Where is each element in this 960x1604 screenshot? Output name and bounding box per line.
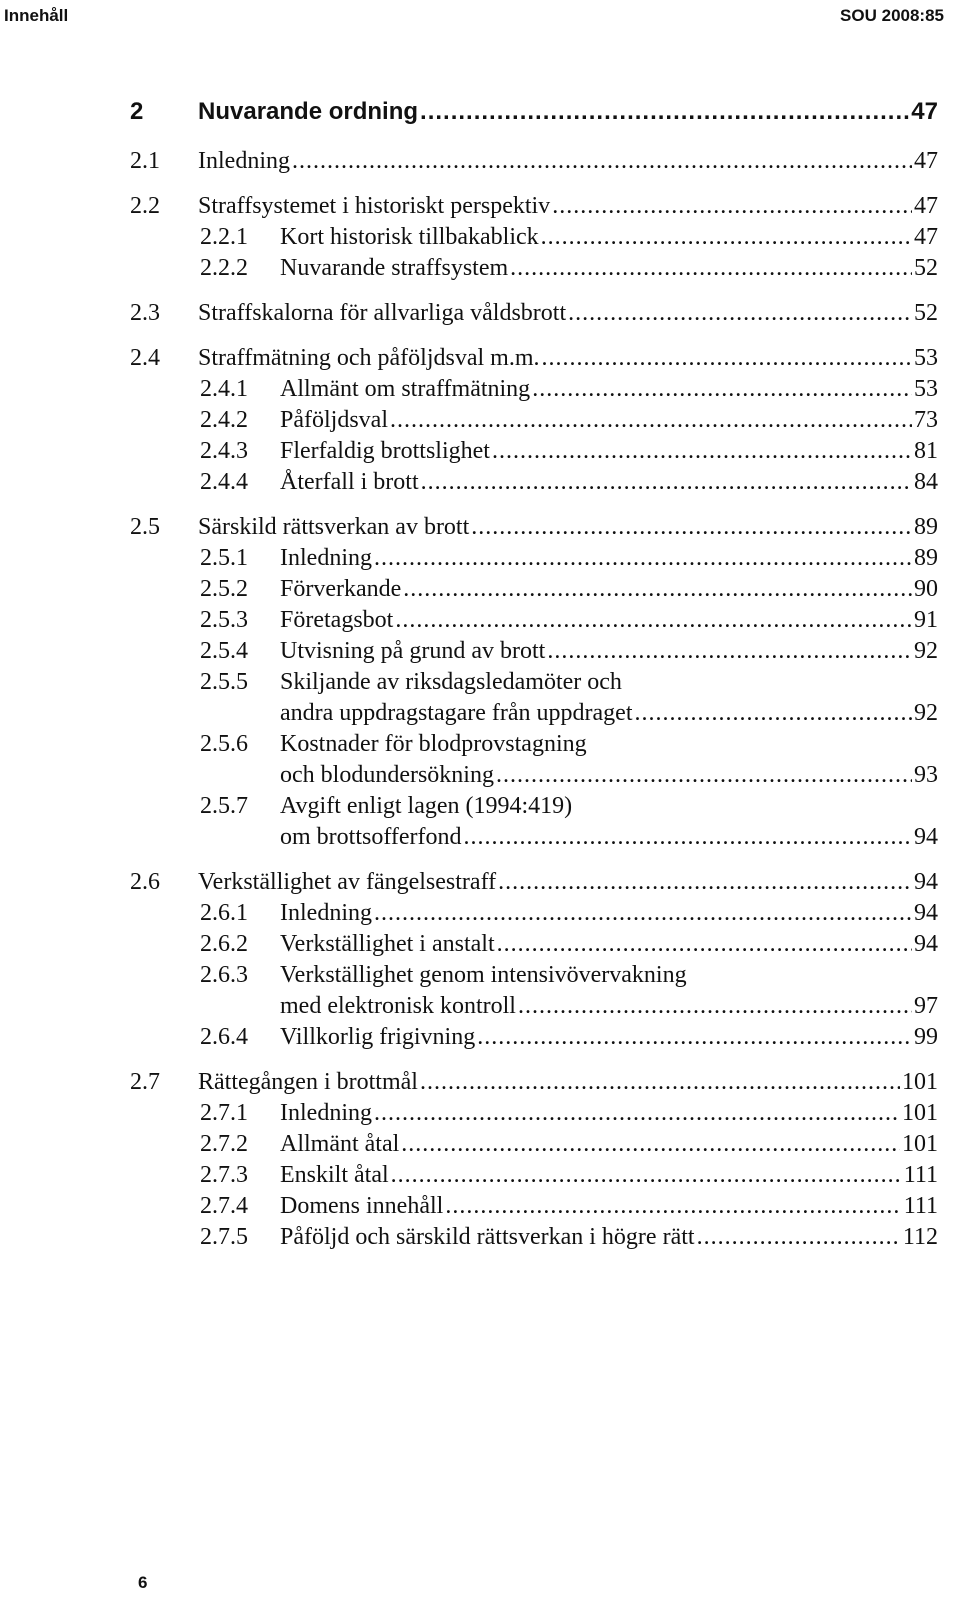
entry-title-line2-row <box>280 991 938 1022</box>
entry-title-row <box>280 1222 938 1253</box>
entry-text <box>280 605 938 636</box>
toc-subsection-entry[interactable] <box>130 929 938 960</box>
toc-subsection-entry[interactable] <box>130 1098 938 1129</box>
toc-subsection-entry[interactable] <box>130 253 938 284</box>
entry-title-row <box>280 374 938 405</box>
entry-title-row <box>198 1067 938 1098</box>
entry-title: Kort historisk tillbakablick <box>280 224 539 250</box>
toc-subsection-entry[interactable] <box>130 636 938 667</box>
entry-title-row <box>198 867 938 898</box>
entry-title-line1: Avgift enligt lagen (1994:419) <box>280 793 573 819</box>
leader-dots <box>374 1098 900 1129</box>
entry-title-row <box>280 1160 938 1191</box>
entry-page-number: 73 <box>914 407 938 433</box>
entry-page-number: 101 <box>902 1069 938 1095</box>
entry-number: 2.7 <box>130 1069 160 1095</box>
entry-title: Straffmätning och påföljdsval m.m. <box>198 345 540 371</box>
entry-title: Inledning <box>280 1100 372 1126</box>
entry-page-number: 111 <box>903 1162 938 1188</box>
entry-page-number: 94 <box>914 869 938 895</box>
entry-number: 2.2.2 <box>200 255 248 281</box>
toc-subsection-entry[interactable] <box>130 1129 938 1160</box>
toc-subsection-entry[interactable] <box>130 1160 938 1191</box>
entry-title: Inledning <box>280 545 372 571</box>
leader-dots <box>390 405 912 436</box>
leader-dots <box>471 512 912 543</box>
entry-text <box>280 543 938 574</box>
toc-subsection-entry[interactable] <box>130 543 938 574</box>
entry-number: 2.5.3 <box>200 607 248 633</box>
entry-number: 2.5.6 <box>200 731 248 757</box>
entry-title-row <box>280 222 938 253</box>
leader-dots <box>391 1160 902 1191</box>
entry-text <box>280 1022 938 1053</box>
chapter-page-number: 47 <box>911 98 938 125</box>
toc-section-entry[interactable] <box>130 512 938 543</box>
entry-text <box>280 636 938 667</box>
entry-title: Företagsbot <box>280 607 394 633</box>
entry-page-number: 53 <box>914 345 938 371</box>
entry-title: Straffsystemet i historiskt perspektiv <box>198 193 551 219</box>
entry-title-row <box>280 636 938 667</box>
toc-subsection-entry[interactable] <box>130 667 938 729</box>
entry-number: 2.5.1 <box>200 545 248 571</box>
entry-text <box>280 253 938 284</box>
entry-page-number: 94 <box>914 900 938 926</box>
entry-title-line2: andra uppdragstagare från uppdraget <box>280 700 633 726</box>
entry-number: 2.4.4 <box>200 469 248 495</box>
toc-subsection-entry[interactable] <box>130 467 938 498</box>
entry-title: Verkställighet i anstalt <box>280 931 495 957</box>
entry-title: Allmänt om straffmätning <box>280 376 531 402</box>
entry-text <box>280 1129 938 1160</box>
entry-number: 2.4.2 <box>200 407 248 433</box>
entry-title-row <box>280 1022 938 1053</box>
leader-dots <box>420 1067 900 1098</box>
leader-dots <box>568 298 912 329</box>
entry-title-line1: Skiljande av riksdagsledamöter och <box>280 669 622 695</box>
entry-text <box>198 512 938 543</box>
toc-subsection-entry[interactable] <box>130 222 938 253</box>
entry-number: 2.6 <box>130 869 160 895</box>
entry-title-line1: Kostnader för blodprovstagning <box>280 731 587 757</box>
leader-dots <box>635 698 913 729</box>
entry-number: 2.7.2 <box>200 1131 248 1157</box>
entry-page-number: 89 <box>914 514 938 540</box>
entry-page-number: 93 <box>914 762 938 788</box>
entry-number: 2.6.2 <box>200 931 248 957</box>
entry-page-number: 53 <box>914 376 938 402</box>
toc-section-entry[interactable] <box>130 191 938 222</box>
entry-title-row <box>280 1191 938 1222</box>
entry-title: Enskilt åtal <box>280 1162 389 1188</box>
entry-text <box>280 222 938 253</box>
toc-section-entry[interactable] <box>130 343 938 374</box>
chapter-title: Nuvarande ordning <box>198 98 419 125</box>
entry-page-number: 94 <box>914 824 938 850</box>
entry-title-line2: om brottsofferfond <box>280 824 462 850</box>
leader-dots <box>518 991 912 1022</box>
entry-title: Verkställighet av fängelsestraff <box>198 869 497 895</box>
entry-title-row <box>280 253 938 284</box>
entry-title: Påföljd och särskild rättsverkan i högre rätt <box>280 1224 695 1250</box>
entry-text <box>280 791 938 853</box>
entry-page-number: 101 <box>902 1100 938 1126</box>
entry-title-row <box>198 298 938 329</box>
entry-title: Förverkande <box>280 576 402 602</box>
leader-dots <box>532 374 912 405</box>
entry-title-row <box>198 191 938 222</box>
entry-title: Särskild rättsverkan av brott <box>198 514 470 540</box>
leader-dots <box>496 760 912 791</box>
toc-section-entry[interactable] <box>130 146 938 177</box>
entry-text <box>280 929 938 960</box>
entry-number: 2.7.1 <box>200 1100 248 1126</box>
entry-number: 2.2 <box>130 193 160 219</box>
entry-number: 2.3 <box>130 300 160 326</box>
entry-title-row <box>198 512 938 543</box>
entry-title: Rättegången i brottmål <box>198 1069 418 1095</box>
entry-page-number: 101 <box>902 1131 938 1157</box>
entry-number: 2.7.5 <box>200 1224 248 1250</box>
entry-page-number: 92 <box>914 700 938 726</box>
entry-text <box>280 1098 938 1129</box>
entry-number: 2.5.2 <box>200 576 248 602</box>
entry-page-number: 91 <box>914 607 938 633</box>
leader-dots <box>421 467 912 498</box>
entry-page-number: 111 <box>903 1193 938 1219</box>
entry-title-line2: och blodundersökning <box>280 762 494 788</box>
entry-title-row <box>280 605 938 636</box>
entry-text <box>280 1222 938 1253</box>
entry-text <box>280 405 938 436</box>
entry-page-number: 92 <box>914 638 938 664</box>
entry-text <box>280 960 938 1022</box>
entry-title-row <box>280 467 938 498</box>
entry-title-row <box>280 543 938 574</box>
entry-number: 2.1 <box>130 148 160 174</box>
entry-title: Villkorlig frigivning <box>280 1024 476 1050</box>
entry-title-line2: med elektronisk kontroll <box>280 993 516 1019</box>
toc-section-entry[interactable] <box>130 298 938 329</box>
entry-title: Domens innehåll <box>280 1193 444 1219</box>
entry-number: 2.4 <box>130 345 160 371</box>
entry-number: 2.2.1 <box>200 224 248 250</box>
entry-title: Inledning <box>280 900 372 926</box>
entry-number: 2.7.3 <box>200 1162 248 1188</box>
entry-title-row <box>198 146 938 177</box>
entry-title-row <box>280 574 938 605</box>
entry-title-row <box>280 898 938 929</box>
toc-subsection-entry[interactable] <box>130 405 938 436</box>
toc-subsection-entry[interactable] <box>130 1222 938 1253</box>
entry-text <box>280 729 938 791</box>
running-header-report-id: SOU 2008:85 <box>840 6 944 25</box>
toc-subsection-entry[interactable] <box>130 1022 938 1053</box>
entry-page-number: 84 <box>914 469 938 495</box>
entry-page-number: 47 <box>914 148 938 174</box>
entry-text <box>198 343 938 374</box>
entry-title-row <box>280 436 938 467</box>
entry-text <box>280 436 938 467</box>
leader-dots <box>697 1222 901 1253</box>
toc-subsection-entry[interactable] <box>130 898 938 929</box>
entry-number: 2.7.4 <box>200 1193 248 1219</box>
toc-subsection-entry[interactable] <box>130 574 938 605</box>
leader-dots <box>498 867 912 898</box>
leader-dots <box>542 343 913 374</box>
leader-dots <box>420 92 909 132</box>
table-of-contents <box>130 92 938 1253</box>
entry-page-number: 97 <box>914 993 938 1019</box>
entry-number: 2.5.4 <box>200 638 248 664</box>
leader-dots <box>510 253 912 284</box>
entry-text <box>198 867 938 898</box>
entry-text <box>280 1191 938 1222</box>
entry-page-number: 99 <box>914 1024 938 1050</box>
entry-title-line2-row <box>280 822 938 853</box>
toc-subsection-entry[interactable] <box>130 605 938 636</box>
entry-title-line2-row <box>280 698 938 729</box>
leader-dots <box>374 898 912 929</box>
page-number: 6 <box>138 1573 148 1592</box>
entry-page-number: 47 <box>914 224 938 250</box>
leader-dots <box>547 636 912 667</box>
running-header-section: Innehåll <box>4 6 69 25</box>
entry-number: 2.5.5 <box>200 669 248 695</box>
toc-section-entry[interactable] <box>130 867 938 898</box>
entry-title-row <box>280 929 938 960</box>
entry-title: Återfall i brott <box>280 469 419 495</box>
entry-title-row <box>280 1098 938 1129</box>
entry-text <box>198 146 938 177</box>
leader-dots <box>292 146 912 177</box>
entry-title-line1: Verkställighet genom intensivövervakning <box>280 962 687 988</box>
leader-dots <box>445 1191 901 1222</box>
entry-number: 2.5.7 <box>200 793 248 819</box>
entry-title: Inledning <box>198 148 290 174</box>
leader-dots <box>401 1129 900 1160</box>
entry-page-number: 112 <box>902 1224 938 1250</box>
entry-number: 2.6.1 <box>200 900 248 926</box>
toc-subsection-entry[interactable] <box>130 436 938 467</box>
entry-page-number: 81 <box>914 438 938 464</box>
entry-title: Nuvarande straffsystem <box>280 255 509 281</box>
leader-dots <box>374 543 912 574</box>
entry-number: 2.4.3 <box>200 438 248 464</box>
entry-text <box>280 667 938 729</box>
toc-subsection-entry[interactable] <box>130 374 938 405</box>
toc-subsection-entry[interactable] <box>130 1191 938 1222</box>
entry-page-number: 52 <box>914 300 938 326</box>
entry-number: 2.6.3 <box>200 962 248 988</box>
entry-title: Flerfaldig brottslighet <box>280 438 490 464</box>
entry-title-row <box>198 343 938 374</box>
entry-title: Allmänt åtal <box>280 1131 400 1157</box>
leader-dots <box>492 436 912 467</box>
entry-text <box>198 298 938 329</box>
leader-dots <box>541 222 912 253</box>
entry-title: Straffskalorna för allvarliga våldsbrott <box>198 300 567 326</box>
entry-text <box>198 1067 938 1098</box>
entry-page-number: 90 <box>914 576 938 602</box>
chapter-number: 2 <box>130 98 144 125</box>
entry-text <box>280 467 938 498</box>
entry-text <box>280 898 938 929</box>
entry-page-number: 52 <box>914 255 938 281</box>
toc-section-entry[interactable] <box>130 1067 938 1098</box>
entry-number: 2.6.4 <box>200 1024 248 1050</box>
leader-dots <box>464 822 912 853</box>
entry-page-number: 89 <box>914 545 938 571</box>
entry-title: Påföljdsval <box>280 407 388 433</box>
toc-subsection-entry[interactable] <box>130 791 938 853</box>
leader-dots <box>403 574 912 605</box>
entry-text <box>280 574 938 605</box>
toc-subsection-entry[interactable] <box>130 729 938 791</box>
entry-title: Utvisning på grund av brott <box>280 638 546 664</box>
leader-dots <box>497 929 912 960</box>
entry-title-line2-row <box>280 760 938 791</box>
entry-title-row <box>280 405 938 436</box>
entry-number: 2.5 <box>130 514 160 540</box>
entry-page-number: 94 <box>914 931 938 957</box>
leader-dots <box>552 191 912 222</box>
toc-subsection-entry[interactable] <box>130 960 938 1022</box>
chapter-heading[interactable] <box>130 92 938 132</box>
entry-page-number: 47 <box>914 193 938 219</box>
leader-dots <box>477 1022 912 1053</box>
entry-text <box>280 374 938 405</box>
entry-text <box>280 1160 938 1191</box>
leader-dots <box>395 605 912 636</box>
entry-number: 2.4.1 <box>200 376 248 402</box>
entry-title-row <box>280 1129 938 1160</box>
entry-text <box>198 191 938 222</box>
